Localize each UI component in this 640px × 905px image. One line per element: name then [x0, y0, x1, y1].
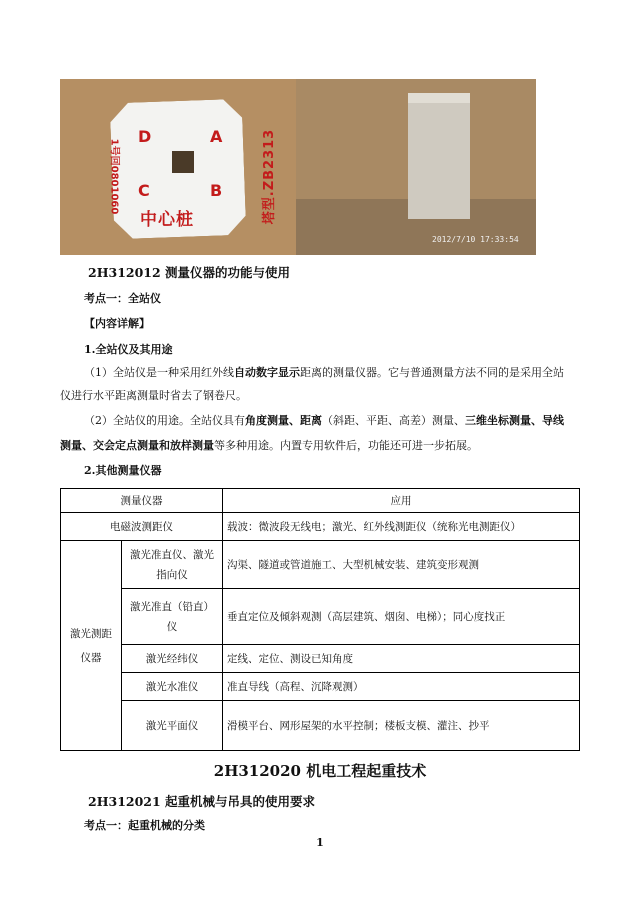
laser-group-label: 激光测距仪器 [61, 541, 122, 751]
table-row [61, 673, 580, 701]
subsection-title: 1.全站仪及其用途 [84, 343, 173, 356]
chapter-title: 2H312020 机电工程起重技术 [213, 762, 427, 780]
para1-text-a: （1）全站仪是一种采用红外线 [84, 366, 234, 379]
pillar-top [408, 93, 470, 103]
photo-timestamp: 2012/7/10 17:33:54 [432, 235, 519, 244]
center-stake-photo [60, 79, 296, 255]
stake-side-right-text: 塔型.ZB2313 [262, 128, 278, 225]
instrument-name: 激光准直仪、激光指向仪 [122, 541, 223, 589]
stake-letter-b: B [210, 181, 223, 200]
instrument-name: 激光经纬仪 [122, 645, 223, 673]
point-heading-2: 考点一：起重机械的分类 [84, 819, 205, 832]
instrument-name: 电磁波测距仪 [61, 513, 223, 541]
stake-letter-d: D [138, 127, 152, 146]
header-instrument: 测量仪器 [61, 489, 223, 513]
page-number: 1 [316, 836, 324, 849]
paragraph-1 [84, 363, 584, 383]
detail-heading: 【内容详解】 [84, 317, 150, 330]
instrument-name: 激光准直（铅直）仪 [122, 589, 223, 645]
table-row [61, 701, 580, 751]
section-title: 2H312012 测量仪器的功能与使用 [88, 265, 291, 280]
section-title-2: 2H312021 起重机械与吊具的使用要求 [88, 794, 316, 809]
instrument-application: 定线、定位、测设已知角度 [223, 645, 580, 673]
para2-text-a: （2）全站仪的用途。全站仪具有 [84, 414, 245, 427]
stake-hole [172, 151, 194, 173]
para2-bold-3: 测量、交会定点测量和放样测量 [60, 439, 214, 452]
instrument-name: 激光平面仪 [122, 701, 223, 751]
concrete-pillar [408, 97, 470, 219]
table-header-row [61, 489, 580, 513]
header-application: 应用 [223, 489, 580, 513]
stake-center-label: 中心桩 [140, 210, 194, 230]
instrument-table [60, 488, 580, 751]
concrete-pillar-photo [296, 79, 536, 255]
stake-side-left-text: 1号回0801060 [108, 138, 120, 215]
para2-bold-2: 三维坐标测量、导线 [465, 414, 564, 427]
para2-text-f: 等多种用途。内置专用软件后，功能还可进一步拓展。 [214, 439, 478, 452]
paragraph-2 [84, 411, 584, 431]
table-row [61, 541, 580, 589]
instrument-application: 载波：微波段无线电；激光、红外线测距仪（统称光电测距仪） [223, 513, 580, 541]
stake-letter-c: C [138, 181, 150, 200]
instrument-name: 激光水准仪 [122, 673, 223, 701]
para2-text-c: （斜距、平距、高差）测量、 [322, 414, 465, 427]
paragraph-2-line2 [60, 436, 580, 456]
table-row [61, 513, 580, 541]
instrument-application: 沟渠、隧道或管道施工、大型机械安装、建筑变形观测 [223, 541, 580, 589]
instrument-application: 滑模平台、网形屋架的水平控制；楼板支模、灌注、抄平 [223, 701, 580, 751]
table-row [61, 645, 580, 673]
instrument-application: 准直导线（高程、沉降观测） [223, 673, 580, 701]
table-row [61, 589, 580, 645]
stake-letter-a: A [210, 127, 223, 146]
subsection-title-2: 2.其他测量仪器 [84, 464, 162, 477]
para1-bold: 自动数字显示 [234, 366, 300, 379]
para2-bold-1: 角度测量、距离 [245, 414, 322, 427]
para1-text-c: 距离的测量仪器。它与普通测量方法不同的是采用全站 [300, 366, 564, 379]
point-heading: 考点一：全站仪 [84, 292, 161, 305]
paragraph-1-line2: 仪进行水平距离测量时省去了钢卷尺。 [60, 389, 247, 402]
instrument-application: 垂直定位及倾斜观测（高层建筑、烟囱、电梯）；同心度找正 [223, 589, 580, 645]
